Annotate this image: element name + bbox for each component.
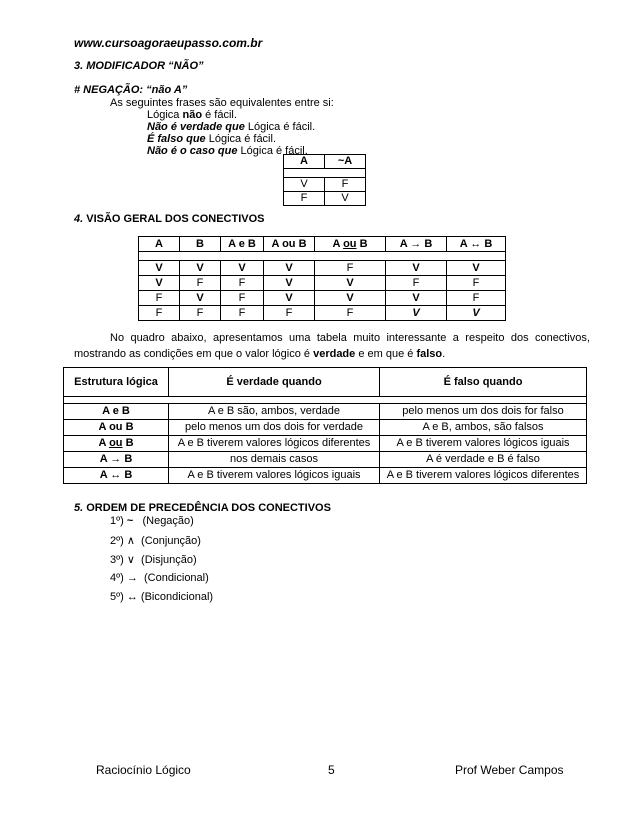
conn-cell: V bbox=[447, 261, 506, 276]
neg-header-a: A bbox=[284, 155, 325, 169]
structure-cell: A e B tiverem valores lógicos diferentes bbox=[380, 468, 587, 484]
conn-header: A e B bbox=[221, 237, 264, 252]
conn-cell: F bbox=[221, 306, 264, 321]
structure-cell: A e B, ambos, são falsos bbox=[380, 420, 587, 436]
negation-table bbox=[283, 154, 366, 206]
conn-cell: V bbox=[180, 291, 221, 306]
conn-cell: V bbox=[447, 306, 506, 321]
conn-header: A ↔ B bbox=[447, 237, 506, 252]
neg-cell: F bbox=[284, 192, 325, 206]
structure-cell: A e B tiverem valores lógicos diferentes bbox=[169, 436, 380, 452]
precedence-item: 4º) → (Condicional) bbox=[110, 572, 209, 584]
conn-cell: F bbox=[386, 276, 447, 291]
structure-row-label: A ou B bbox=[64, 420, 169, 436]
structure-row-label: A e B bbox=[64, 404, 169, 420]
structure-cell: pelo menos um dos dois for verdade bbox=[169, 420, 380, 436]
conn-cell: V bbox=[221, 261, 264, 276]
footer-page-number: 5 bbox=[328, 763, 335, 777]
conn-cell: F bbox=[221, 291, 264, 306]
structure-row-label-xor: A ou B bbox=[64, 436, 169, 452]
precedence-item: 1º) ~ (Negação) bbox=[110, 515, 194, 527]
neg-line-1: Lógica não é fácil. bbox=[147, 109, 237, 121]
conn-cell: V bbox=[139, 276, 180, 291]
conn-header: A → B bbox=[386, 237, 447, 252]
structure-table bbox=[63, 367, 587, 484]
conn-cell: V bbox=[264, 261, 315, 276]
structure-header: É falso quando bbox=[380, 368, 587, 397]
conn-cell: F bbox=[315, 261, 386, 276]
structure-cell: A e B tiverem valores lógicos iguais bbox=[380, 436, 587, 452]
connectives-table bbox=[138, 236, 506, 321]
conn-cell: V bbox=[386, 306, 447, 321]
section3-intro: As seguintes frases são equivalentes entre si: bbox=[110, 97, 334, 109]
site-url: www.cursoagoraeupasso.com.br bbox=[74, 36, 263, 50]
conn-cell: V bbox=[315, 276, 386, 291]
footer-right: Prof Weber Campos bbox=[455, 763, 564, 777]
structure-cell: nos demais casos bbox=[169, 452, 380, 468]
structure-cell: A e B são, ambos, verdade bbox=[169, 404, 380, 420]
precedence-item: 5º) ↔ (Bicondicional) bbox=[110, 591, 214, 603]
precedence-item: 3º) ∨ (Disjunção) bbox=[110, 554, 197, 566]
conn-cell: F bbox=[264, 306, 315, 321]
structure-header: Estrutura lógica bbox=[64, 368, 169, 397]
conn-cell: F bbox=[315, 306, 386, 321]
conn-cell: F bbox=[447, 276, 506, 291]
intro-paragraph: No quadro abaixo, apresentamos uma tabela muito interessante a respeito dos conectivos, mostrando as condições em que o valor lógico é verdade e em que é falso. bbox=[74, 332, 590, 360]
conn-header-xor: A ou B bbox=[315, 237, 386, 252]
structure-cell: pelo menos um dos dois for falso bbox=[380, 404, 587, 420]
conn-cell: F bbox=[221, 276, 264, 291]
neg-line-2: Não é verdade que Lógica é fácil. bbox=[147, 121, 316, 133]
conn-cell: F bbox=[180, 276, 221, 291]
precedence-item: 2º) ∧ (Conjunção) bbox=[110, 535, 201, 547]
neg-cell: V bbox=[284, 178, 325, 192]
structure-cell: A e B tiverem valores lógicos iguais bbox=[169, 468, 380, 484]
conn-cell: V bbox=[139, 261, 180, 276]
conn-cell: V bbox=[264, 291, 315, 306]
section4-title: 4. VISÃO GERAL DOS CONECTIVOS bbox=[74, 213, 265, 225]
conn-cell: F bbox=[139, 291, 180, 306]
conn-cell: V bbox=[264, 276, 315, 291]
section5-title: 5. ORDEM DE PRECEDÊNCIA DOS CONECTIVOS bbox=[74, 502, 331, 514]
footer-left: Raciocínio Lógico bbox=[96, 763, 191, 777]
conn-cell: V bbox=[180, 261, 221, 276]
conn-cell: F bbox=[139, 306, 180, 321]
conn-header: B bbox=[180, 237, 221, 252]
conn-cell: V bbox=[386, 291, 447, 306]
structure-header: É verdade quando bbox=[169, 368, 380, 397]
conn-cell: V bbox=[315, 291, 386, 306]
conn-header: A bbox=[139, 237, 180, 252]
structure-row-label: A ↔ B bbox=[64, 468, 169, 484]
neg-line-4: Não é o caso que Lógica é fácil. bbox=[147, 145, 308, 157]
conn-cell: F bbox=[180, 306, 221, 321]
neg-line-3: É falso que Lógica é fácil. bbox=[147, 133, 277, 145]
structure-cell: A é verdade e B é falso bbox=[380, 452, 587, 468]
neg-header-not-a: ~A bbox=[325, 155, 366, 169]
conn-cell: V bbox=[386, 261, 447, 276]
conn-cell: F bbox=[447, 291, 506, 306]
section3-subtitle: # NEGAÇÃO: “não A” bbox=[74, 84, 188, 96]
section3-title: 3. MODIFICADOR “NÃO” bbox=[74, 60, 204, 72]
neg-cell: F bbox=[325, 178, 366, 192]
structure-row-label: A → B bbox=[64, 452, 169, 468]
conn-header: A ou B bbox=[264, 237, 315, 252]
neg-cell: V bbox=[325, 192, 366, 206]
